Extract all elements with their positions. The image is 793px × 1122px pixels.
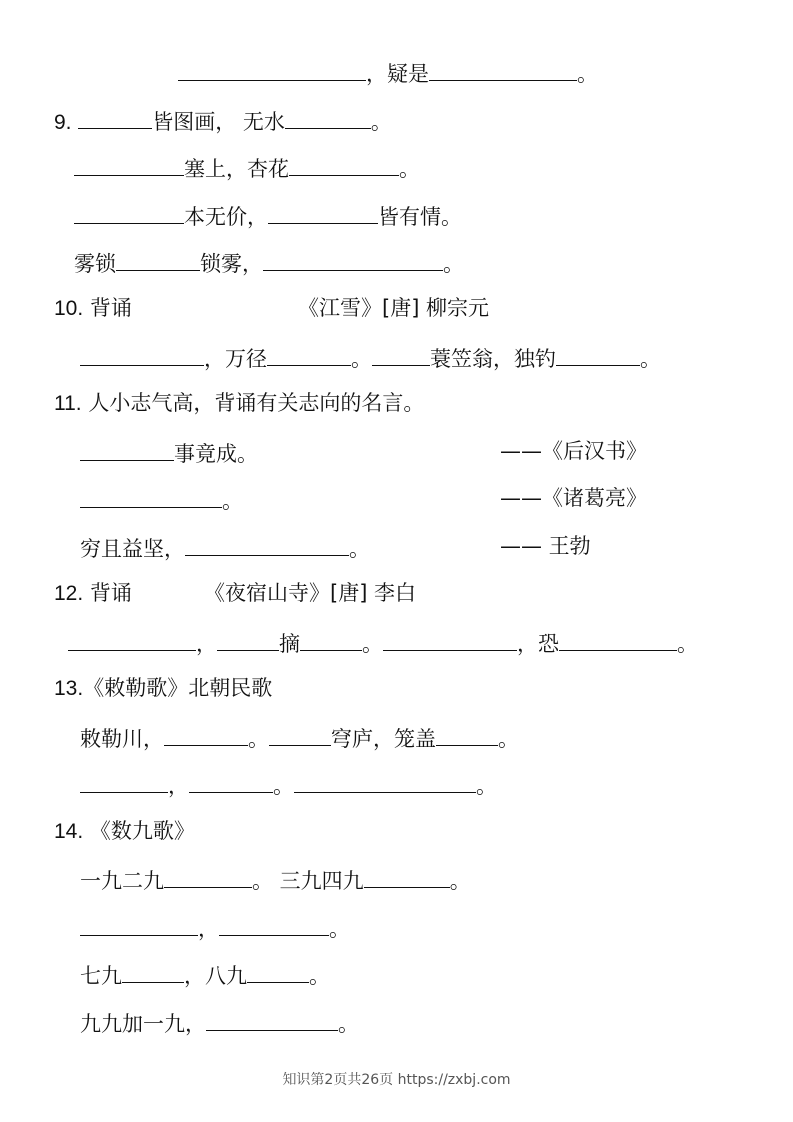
q14-line-1 bbox=[80, 865, 471, 894]
question-number: 13. bbox=[54, 677, 84, 700]
text: 蓑笠翁，独钓 bbox=[430, 347, 556, 371]
answer-blank[interactable] bbox=[80, 438, 174, 461]
text: 。 bbox=[577, 62, 598, 86]
question-number: 14. bbox=[54, 820, 84, 843]
question-number: 11. bbox=[54, 392, 82, 415]
answer-blank[interactable] bbox=[285, 106, 371, 129]
text: 九九加一九， bbox=[80, 1012, 206, 1036]
quote-source: ——《诸葛亮》 bbox=[500, 486, 647, 510]
answer-blank[interactable] bbox=[185, 533, 349, 556]
text: 。 bbox=[476, 774, 497, 798]
answer-blank[interactable] bbox=[247, 960, 309, 983]
text: ，疑是 bbox=[366, 62, 429, 86]
text: 。 三九四九 bbox=[252, 869, 364, 893]
text: 。 bbox=[640, 347, 661, 371]
text: 。 bbox=[370, 110, 392, 134]
question-number: 9. bbox=[54, 111, 72, 134]
quote-source: ——《后汉书》 bbox=[500, 439, 647, 463]
text: 恐 bbox=[538, 632, 559, 656]
q10-header bbox=[54, 295, 132, 322]
q12-line-1 bbox=[68, 628, 698, 657]
text: 。 bbox=[443, 252, 464, 276]
text: 。 bbox=[273, 774, 294, 798]
text: 穷且益坚， bbox=[80, 537, 185, 561]
text: 皆有情。 bbox=[378, 205, 462, 229]
answer-blank[interactable] bbox=[300, 628, 362, 651]
text: 。 bbox=[309, 964, 330, 988]
quote-source: —— 王勃 bbox=[500, 534, 591, 558]
answer-blank[interactable] bbox=[269, 723, 331, 746]
text: 无水 bbox=[242, 110, 285, 134]
question-label: 背诵 bbox=[89, 296, 132, 320]
text: 锁雾， bbox=[200, 252, 263, 276]
text: ， bbox=[196, 632, 217, 656]
answer-blank[interactable] bbox=[268, 201, 378, 224]
text: 。 bbox=[329, 917, 350, 941]
q11-line-2 bbox=[80, 485, 243, 514]
q10-title bbox=[298, 295, 489, 321]
text: 。 bbox=[399, 157, 420, 181]
q10-line-1 bbox=[80, 343, 661, 372]
text: 。 bbox=[362, 632, 383, 656]
text: 事竟成。 bbox=[174, 442, 258, 466]
answer-blank[interactable] bbox=[364, 865, 450, 888]
answer-blank[interactable] bbox=[263, 248, 443, 271]
q14-line-3 bbox=[80, 960, 330, 989]
answer-blank[interactable] bbox=[80, 770, 168, 793]
answer-blank[interactable] bbox=[78, 106, 152, 129]
q9-line-1 bbox=[54, 106, 392, 136]
answer-blank[interactable] bbox=[74, 153, 184, 176]
question-number: 10. bbox=[54, 297, 84, 320]
q11-source-2 bbox=[500, 485, 647, 511]
page-footer: 知识第2页共26页 https://zxbj.com bbox=[282, 1072, 511, 1088]
answer-blank[interactable] bbox=[372, 343, 430, 366]
answer-blank[interactable] bbox=[219, 913, 329, 936]
question-label: 人小志气高，背诵有关志向的名言。 bbox=[88, 391, 425, 415]
text: 一九二九 bbox=[80, 869, 164, 893]
q12-title bbox=[204, 580, 416, 606]
answer-blank[interactable] bbox=[80, 913, 198, 936]
answer-blank[interactable] bbox=[80, 485, 222, 508]
answer-blank[interactable] bbox=[267, 343, 351, 366]
answer-blank[interactable] bbox=[429, 58, 577, 81]
text: 。 bbox=[248, 727, 269, 751]
q13-line-2 bbox=[80, 770, 497, 799]
answer-blank[interactable] bbox=[206, 1008, 338, 1031]
q12-header bbox=[54, 580, 132, 607]
q14-header bbox=[54, 818, 195, 845]
answer-blank[interactable] bbox=[559, 628, 677, 651]
q11-source-3 bbox=[500, 533, 591, 559]
answer-blank[interactable] bbox=[164, 723, 248, 746]
q9-line-4 bbox=[74, 248, 464, 277]
answer-blank[interactable] bbox=[556, 343, 640, 366]
answer-blank[interactable] bbox=[178, 58, 366, 81]
answer-blank[interactable] bbox=[122, 960, 184, 983]
q13-line-1 bbox=[80, 723, 519, 752]
text: 本无价， bbox=[184, 205, 268, 229]
q11-source-1 bbox=[500, 438, 647, 464]
text: 塞上，杏花 bbox=[184, 157, 289, 181]
text: 穹庐，笼盖 bbox=[331, 727, 436, 751]
answer-blank[interactable] bbox=[436, 723, 498, 746]
answer-blank[interactable] bbox=[116, 248, 200, 271]
poem-title: 《江雪》[唐] 柳宗元 bbox=[298, 296, 490, 320]
text: ， bbox=[517, 632, 538, 656]
text: 摘 bbox=[279, 632, 300, 656]
text: ， bbox=[198, 917, 219, 941]
answer-blank[interactable] bbox=[80, 343, 204, 366]
answer-blank[interactable] bbox=[289, 153, 399, 176]
text: ，万径 bbox=[204, 347, 267, 371]
text: 敕勒川， bbox=[80, 727, 164, 751]
question-label: 背诵 bbox=[89, 581, 132, 605]
text: ，八九 bbox=[184, 964, 247, 988]
q9-line-3 bbox=[74, 201, 462, 230]
answer-blank[interactable] bbox=[294, 770, 476, 793]
poem-title: 《夜宿山寺》[唐] 李白 bbox=[204, 581, 417, 605]
text: 。 bbox=[449, 869, 471, 893]
answer-blank[interactable] bbox=[217, 628, 279, 651]
q14-line-4 bbox=[80, 1008, 359, 1037]
q11-header bbox=[54, 390, 424, 417]
text: 。 bbox=[222, 489, 243, 513]
text: 七九 bbox=[80, 964, 122, 988]
q14-line-2 bbox=[80, 913, 350, 942]
q11-line-1 bbox=[80, 438, 258, 467]
answer-blank[interactable] bbox=[383, 628, 517, 651]
answer-blank[interactable] bbox=[189, 770, 273, 793]
text: 皆图画， bbox=[152, 110, 237, 134]
text: ， bbox=[168, 774, 189, 798]
answer-blank[interactable] bbox=[164, 865, 252, 888]
poem-title: 《敕勒歌》北朝民歌 bbox=[83, 676, 273, 700]
question-number: 12. bbox=[54, 582, 84, 605]
answer-blank[interactable] bbox=[74, 201, 184, 224]
answer-blank[interactable] bbox=[68, 628, 196, 651]
text: 。 bbox=[338, 1012, 359, 1036]
text: 。 bbox=[349, 537, 370, 561]
text: 。 bbox=[677, 632, 698, 656]
q13-header bbox=[54, 675, 272, 702]
text: 。 bbox=[498, 727, 519, 751]
text: 雾锁 bbox=[74, 252, 116, 276]
q8-line bbox=[178, 58, 598, 87]
q11-line-3 bbox=[80, 533, 370, 562]
text: 。 bbox=[351, 347, 372, 371]
q9-line-2 bbox=[74, 153, 420, 182]
poem-title: 《数九歌》 bbox=[89, 819, 195, 843]
